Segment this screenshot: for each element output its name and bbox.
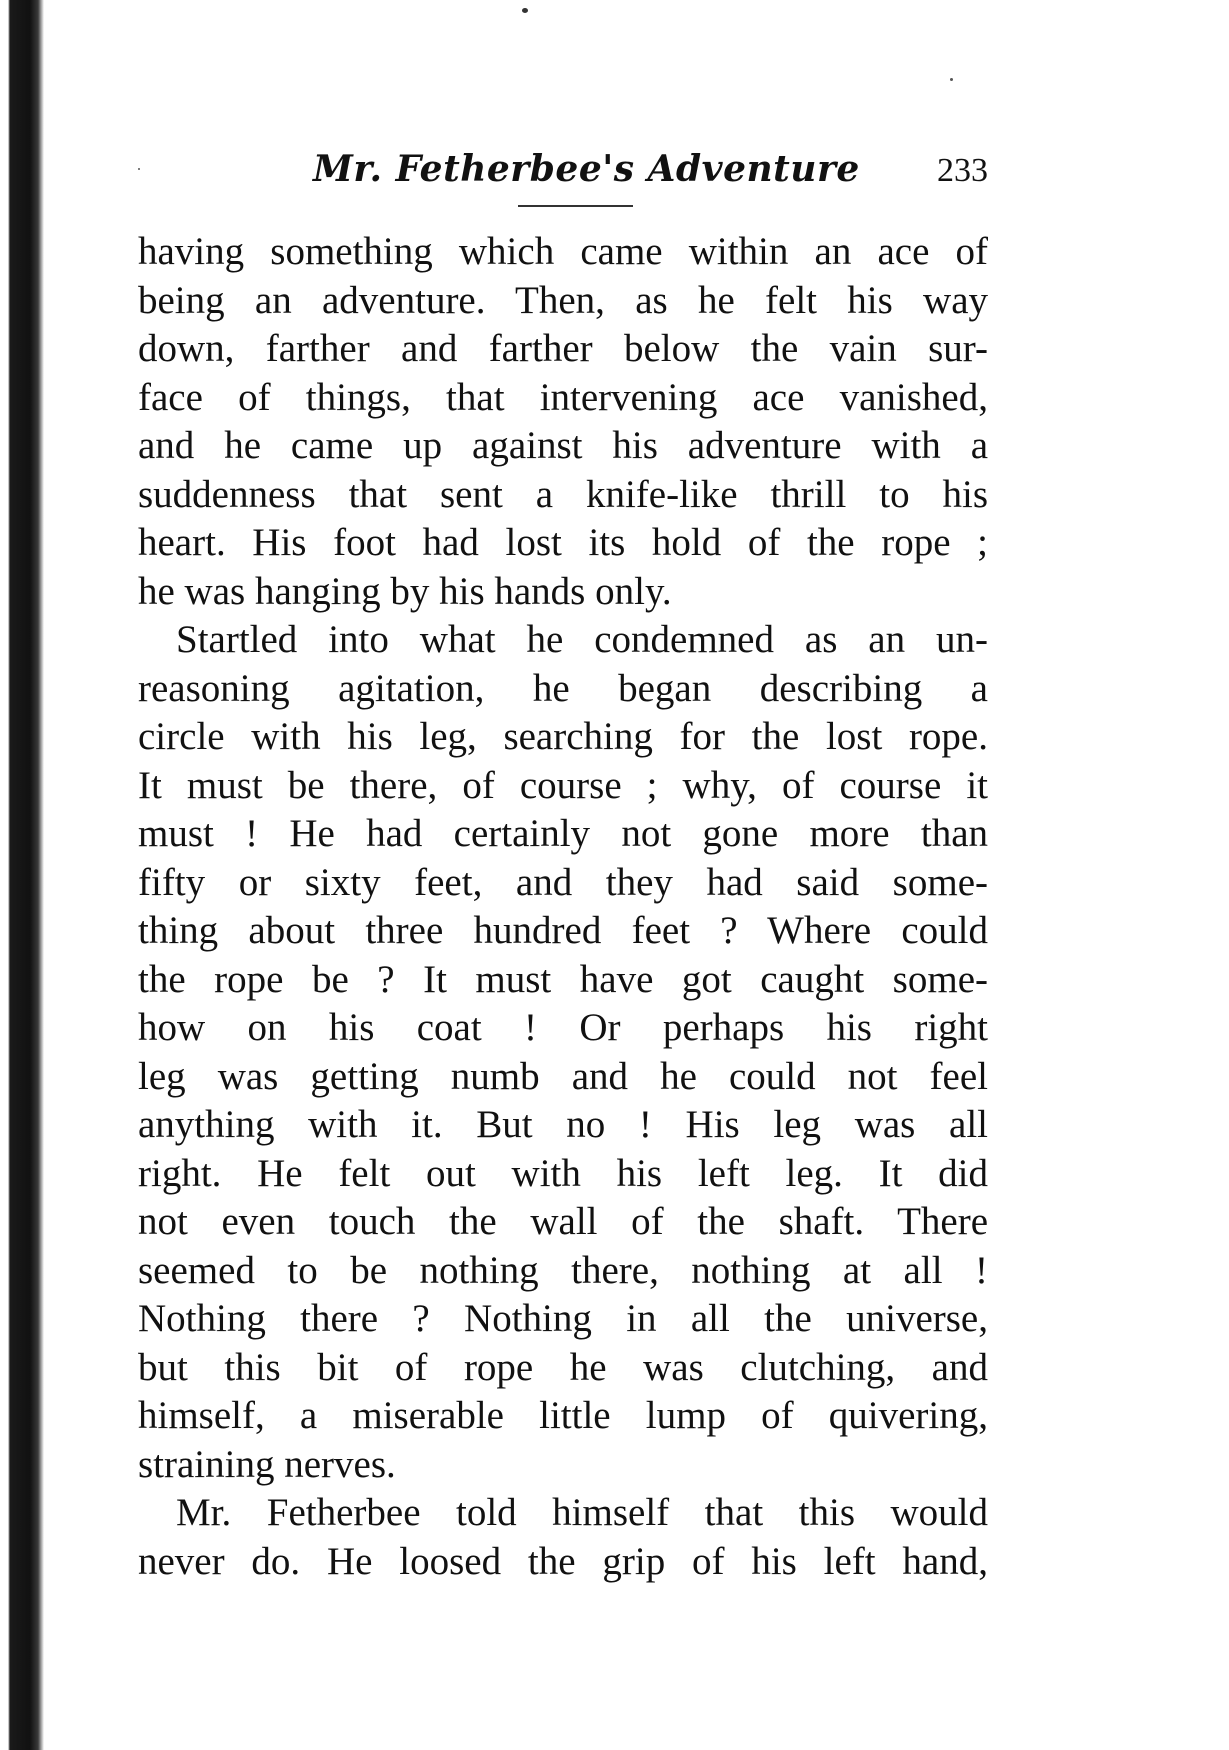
text-line: must ! He had certainly not gone more than <box>138 812 988 855</box>
paragraph-3 <box>138 1489 988 1586</box>
text-line: straining nerves. <box>138 1442 396 1486</box>
text-line: the rope be ? It must have got caught some- <box>138 957 988 1001</box>
text-line: Nothing there ? Nothing in all the universe, <box>138 1297 988 1340</box>
text-line: heart. His foot had lost its hold of the rope ; <box>138 521 988 564</box>
running-title: Mr. Fetherbee's Adventure <box>313 148 860 190</box>
body-text <box>138 228 988 1586</box>
text-line: fifty or sixty feet, and they had said some- <box>138 860 988 904</box>
text-line: down, farther and farther below the vain sur- <box>138 327 988 370</box>
text-line: thing about three hundred feet ? Where could <box>138 909 988 952</box>
text-line: and he came up against his adventure with a <box>138 424 988 467</box>
text-line: leg was getting numb and he could not feel <box>138 1054 988 1098</box>
text-line: being an adventure. Then, as he felt his way <box>138 278 988 322</box>
page-binding-edge <box>0 0 44 1750</box>
text-line: circle with his leg, searching for the lost rope. <box>138 715 988 758</box>
page-header <box>138 148 988 198</box>
text-line: It must be there, of course ; why, of course it <box>138 763 988 807</box>
text-line: never do. He loosed the grip of his left hand, <box>138 1539 988 1583</box>
text-line: but this bit of rope he was clutching, and <box>138 1345 988 1389</box>
text-line: seemed to be nothing there, nothing at all ! <box>138 1248 988 1292</box>
paragraph-2 <box>138 616 988 1489</box>
page-number: 233 <box>937 152 988 189</box>
text-line: Mr. Fetherbee told himself that this would <box>176 1491 988 1534</box>
paper-speck <box>950 78 953 81</box>
text-line: he was hanging by his hands only. <box>138 569 672 613</box>
text-line: reasoning agitation, he began describing a <box>138 666 988 710</box>
text-line: himself, a miserable little lump of quivering, <box>138 1394 988 1437</box>
text-line: suddenness that sent a knife-like thrill to his <box>138 472 988 516</box>
header-rule <box>518 205 633 207</box>
text-line: anything with it. But no ! His leg was all <box>138 1103 988 1146</box>
text-line: not even touch the wall of the shaft. There <box>138 1200 988 1243</box>
text-line: right. He felt out with his left leg. It did <box>138 1151 988 1195</box>
text-line: face of things, that intervening ace vanished, <box>138 375 988 419</box>
text-line: having something which came within an ace of <box>138 230 988 273</box>
text-line: how on his coat ! Or perhaps his right <box>138 1006 988 1049</box>
text-line: Startled into what he condemned as an un- <box>176 618 988 661</box>
paper-speck <box>522 8 528 13</box>
paragraph-1 <box>138 228 988 616</box>
